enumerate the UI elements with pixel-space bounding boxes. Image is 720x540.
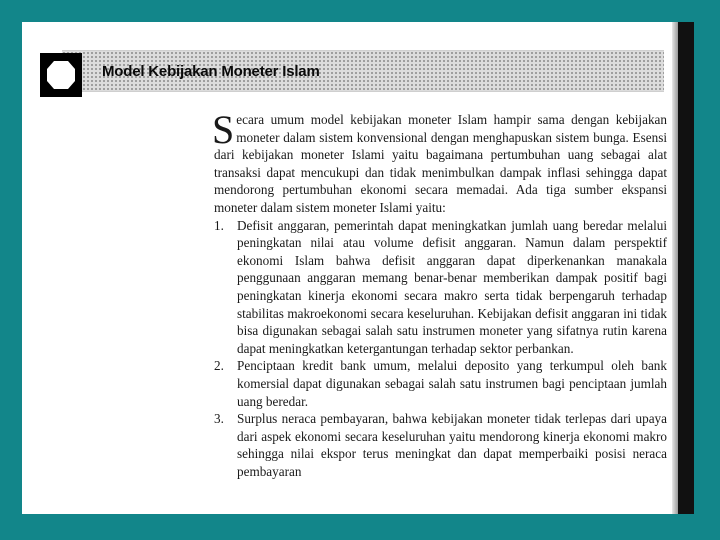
list-item <box>214 217 667 358</box>
expansion-sources-list <box>214 217 667 481</box>
intro-text: ecara umum model kebijakan moneter Islam hampir sama dengan kebijakan moneter dalam sistem konvensional dengan menghapuskan sistem bunga. Esensi dari kebijakan moneter Islami yaitu bagaimana pertumbuhan uang sebagai alat transaksi dapat mencukupi dan tidak menimbulkan dampak inflasi sehingga dapat mendorong pertumbuhan ekonomi secara memadai. Ada tiga sumber ekspansi moneter dalam sistem moneter Islami yaitu: <box>214 112 667 215</box>
book-spine <box>678 22 694 514</box>
section-title: Model Kebijakan Moneter Islam <box>102 63 320 80</box>
list-item-number: 3. <box>214 411 224 427</box>
drop-cap: S <box>212 107 235 152</box>
article-body <box>212 107 667 480</box>
list-item <box>214 410 667 480</box>
intro-paragraph <box>212 107 667 217</box>
list-item-number: 1. <box>214 217 224 233</box>
list-item-text: Surplus neraca pembayaran, bahwa kebijakan moneter tidak terlepas dari upaya dari aspek ekonomi secara keseluruhan yaitu mendorong kinerja ekonomi makro sehingga nilai ekspor terus meningkat dan dapat memperbaiki posisi neraca pembayaran <box>237 411 667 479</box>
list-item-text: Penciptaan kredit bank umum, melalui deposito yang terkumpul oleh bank komersial dapat digunakan sebagai salah satu instrumen bagi penciptaan jumlah uang beredar. <box>237 358 667 409</box>
black-octagon-icon <box>40 53 82 97</box>
list-item-text: Defisit anggaran, pemerintah dapat meningkatkan jumlah uang beredar melalui peningkatan nilai atau volume defisit anggaran. Namun dalam perspektif ekonomi Islam bahwa defisit anggaran dapat diperkenankan manakala penggunaan anggaran memang benar-benar memberikan dampak positif bagi peningkatan kinerja ekonomi secara makro serta tidak berpengaruh terhadap stabilitas makroekonomi secara keseluruhan. Kebijakan defisit anggaran ini tidak bisa digunakan sebagai salah satu instrumen moneter yang sifatnya rutin karena dapat meningkatkan ketergantungan terhadap sektor perbankan. <box>237 217 667 356</box>
list-item-number: 2. <box>214 358 224 374</box>
list-item <box>214 357 667 410</box>
